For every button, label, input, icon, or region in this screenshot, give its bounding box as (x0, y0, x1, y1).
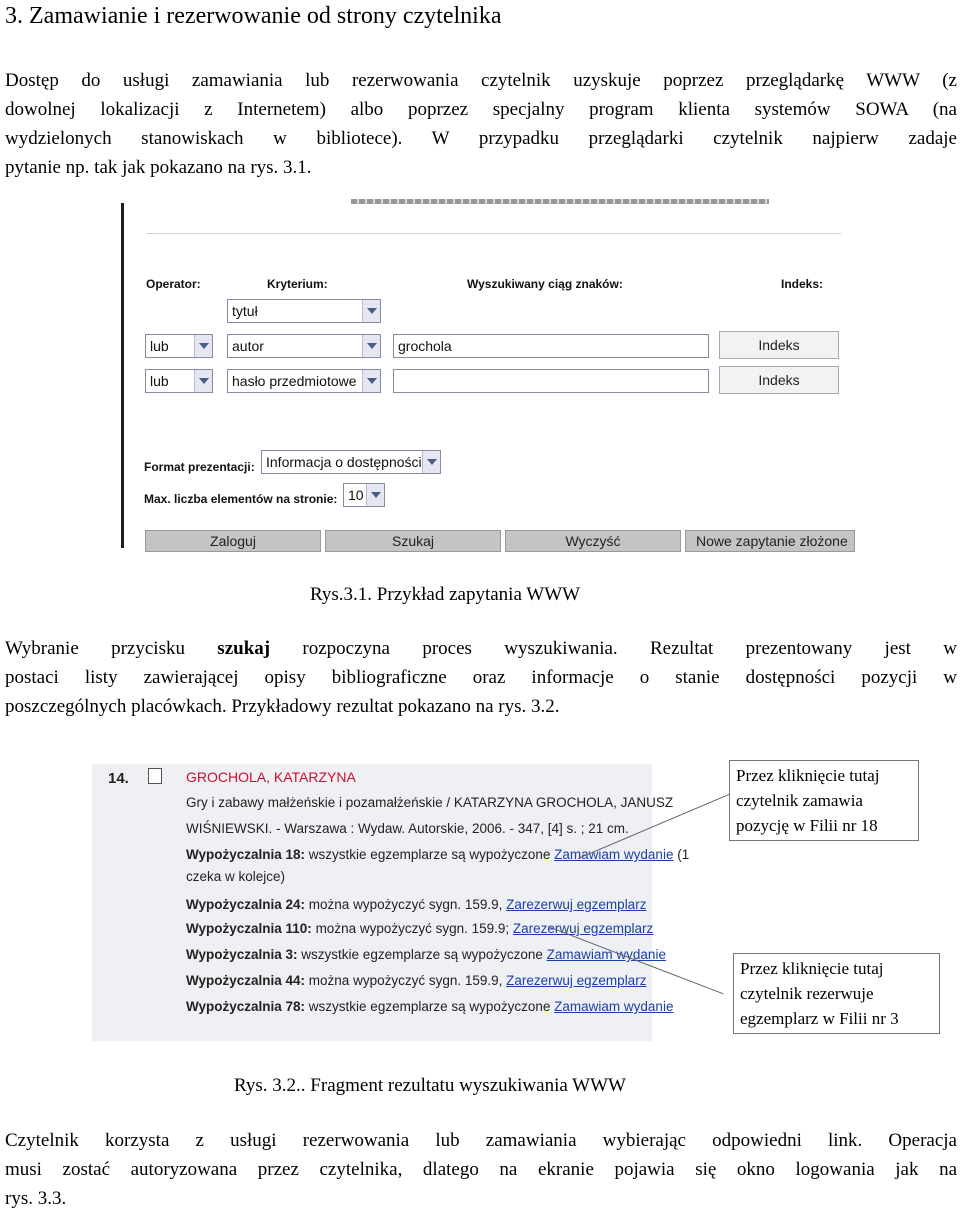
callout-line: Przez kliknięcie tutaj (740, 959, 884, 978)
order-link[interactable]: Zamawiam wydanie (554, 847, 674, 862)
text-run: rozpoczyna proces wyszukiwania. Rezultat prezentowany jest w (270, 638, 957, 659)
callout-reserve (733, 953, 940, 1034)
cropped-header (351, 199, 769, 204)
chevron-down-icon (362, 335, 380, 357)
callout-line: czytelnik zamawia (736, 791, 863, 810)
callout-line: egzemplarz w Filii nr 3 (740, 1009, 899, 1028)
holding-status: można wypożyczyć sygn. 159.9, (305, 973, 507, 988)
figure-caption-1: Rys.3.1. Przykład zapytania WWW (310, 584, 581, 605)
holding-status: (1 (673, 847, 690, 862)
result-number: 14. (108, 770, 129, 787)
criterion-label: Kryterium: (267, 277, 328, 291)
format-select[interactable] (261, 450, 441, 474)
criterion-select-2[interactable] (227, 334, 381, 358)
max-items-select[interactable] (343, 483, 385, 507)
order-link[interactable]: Zamawiam wydanie (546, 947, 666, 962)
branch-name: Wypożyczalnia 44: (186, 973, 306, 988)
search-button[interactable]: Szukaj (325, 530, 501, 552)
holding-row (186, 868, 285, 886)
bold-term: szukaj (217, 638, 271, 659)
criterion-value: hasło przedmiotowe (232, 373, 357, 389)
paragraph-authorization (5, 1126, 957, 1213)
paragraph-line: musi zostać autoryzowana przez czytelnika, dlatego na ekranie pojawia się okno logowania jak na (5, 1159, 957, 1180)
result-author: GROCHOLA, KATARZYNA (186, 769, 356, 785)
reserve-link[interactable]: Zarezerwuj egzemplarz (506, 973, 647, 988)
holding-status: można wypożyczyć sygn. 159.9, (305, 897, 507, 912)
chevron-down-icon (194, 370, 212, 392)
chevron-down-icon (194, 335, 212, 357)
search-string-label: Wyszukiwany ciąg znaków: (467, 277, 623, 291)
callout-line: czytelnik rezerwuje (740, 984, 874, 1003)
callout-line: pozycję w Filii nr 18 (736, 816, 878, 835)
text-run: Wybranie przycisku (5, 638, 218, 659)
format-value: Informacja o dostępności (266, 454, 422, 470)
paragraph-line: poszczególnych placówkach. Przykładowy rezultat pokazano na rys. 3.2. (5, 696, 560, 717)
index-button-2[interactable]: Indeks (719, 331, 839, 359)
paragraph-line: Czytelnik korzysta z usługi rezerwowania lub zamawiania wybierając odpowiedni link. Operacja (5, 1130, 957, 1151)
branch-name: Wypożyczalnia 24: (186, 897, 306, 912)
holding-status: wszystkie egzemplarze są wypożyczone (305, 847, 555, 862)
chevron-down-icon (422, 451, 440, 473)
result-description: Gry i zabawy małżeńskie i pozamałżeńskie / KATARZYNA GROCHOLA, JANUSZ (186, 795, 674, 810)
search-input-3[interactable] (393, 369, 709, 393)
branch-name: Wypożyczalnia 3: (186, 947, 298, 962)
holding-status: wszystkie egzemplarze są wypożyczone (305, 999, 555, 1014)
operator-value: lub (150, 373, 169, 389)
callout-order (729, 760, 919, 841)
section-heading: 3. Zamawianie i rezerwowanie od strony czytelnika (5, 3, 502, 29)
holding-row (186, 846, 689, 864)
criterion-value: tytuł (232, 303, 258, 319)
result-checkbox[interactable] (148, 768, 162, 784)
figure-caption-2: Rys. 3.2.. Fragment rezultatu wyszukiwania WWW (234, 1075, 626, 1096)
branch-name: Wypożyczalnia 18: (186, 847, 306, 862)
paragraph-line (5, 634, 957, 663)
holding-row (186, 946, 666, 964)
format-label: Format prezentacji: (144, 460, 255, 474)
max-items-label: Max. liczba elementów na stronie: (144, 492, 338, 506)
index-button-3[interactable]: Indeks (719, 366, 839, 394)
divider (147, 233, 841, 234)
criterion-value: autor (232, 338, 264, 354)
operator-select-3[interactable] (145, 369, 213, 393)
paragraph-line: rys. 3.3. (5, 1188, 67, 1209)
holding-row (186, 896, 646, 914)
paragraph-line: wydzielonych stanowiskach w bibliotece). W przypadku przeglądarki czytelnik najpierw zadaje (5, 128, 957, 149)
paragraph-line: Dostęp do usługi zamawiania lub rezerwowania czytelnik uzyskuje poprzez przeglądarkę WWW (z (5, 70, 957, 91)
callout-line: Przez kliknięcie tutaj (736, 766, 880, 785)
holding-row (186, 920, 653, 938)
figure-search-result (92, 764, 690, 1041)
operator-value: lub (150, 338, 169, 354)
max-items-value: 10 (348, 487, 364, 503)
paragraph-line: postaci listy zawierającej opisy bibliograficzne oraz informacje o stanie dostępności pozycji w (5, 667, 957, 688)
login-button[interactable]: Zaloguj (145, 530, 321, 552)
holding-status: wszystkie egzemplarze są wypożyczone (297, 947, 547, 962)
branch-name: Wypożyczalnia 110: (186, 921, 312, 936)
operator-select-2[interactable] (145, 334, 213, 358)
clear-button[interactable]: Wyczyść (505, 530, 681, 552)
chevron-down-icon (366, 484, 384, 506)
holding-row (186, 998, 673, 1016)
chevron-down-icon (362, 370, 380, 392)
new-query-button[interactable]: Nowe zapytanie złożone (685, 530, 855, 552)
chevron-down-icon (362, 300, 380, 322)
result-description: WIŚNIEWSKI. - Warszawa : Wydaw. Autorskie, 2006. - 347, [4] s. ; 21 cm. (186, 821, 629, 836)
reserve-link[interactable]: Zarezerwuj egzemplarz (512, 921, 654, 936)
paragraph-intro (5, 66, 957, 182)
criterion-select-3[interactable] (227, 369, 381, 393)
paragraph-line: dowolnej lokalizacji z Internetem) albo poprzez specjalny program klienta systemów SOWA (na (5, 99, 957, 120)
order-link[interactable]: Zamawiam wydanie (554, 999, 674, 1014)
paragraph-result (5, 634, 957, 721)
search-input-2[interactable]: grochola (393, 334, 709, 358)
criterion-select-1[interactable] (227, 299, 381, 323)
operator-label: Operator: (146, 277, 201, 291)
branch-name: Wypożyczalnia 78: (186, 999, 306, 1014)
paragraph-line: pytanie np. tak jak pokazano na rys. 3.1. (5, 157, 312, 178)
holding-row (186, 972, 646, 990)
index-label: Indeks: (781, 277, 824, 291)
figure-search-form (121, 195, 848, 553)
holding-status: można wypożyczyć sygn. 159.9; (311, 921, 513, 936)
window-edge (121, 203, 124, 548)
reserve-link[interactable]: Zarezerwuj egzemplarz (506, 897, 647, 912)
holding-status: czeka w kolejce) (186, 869, 286, 884)
